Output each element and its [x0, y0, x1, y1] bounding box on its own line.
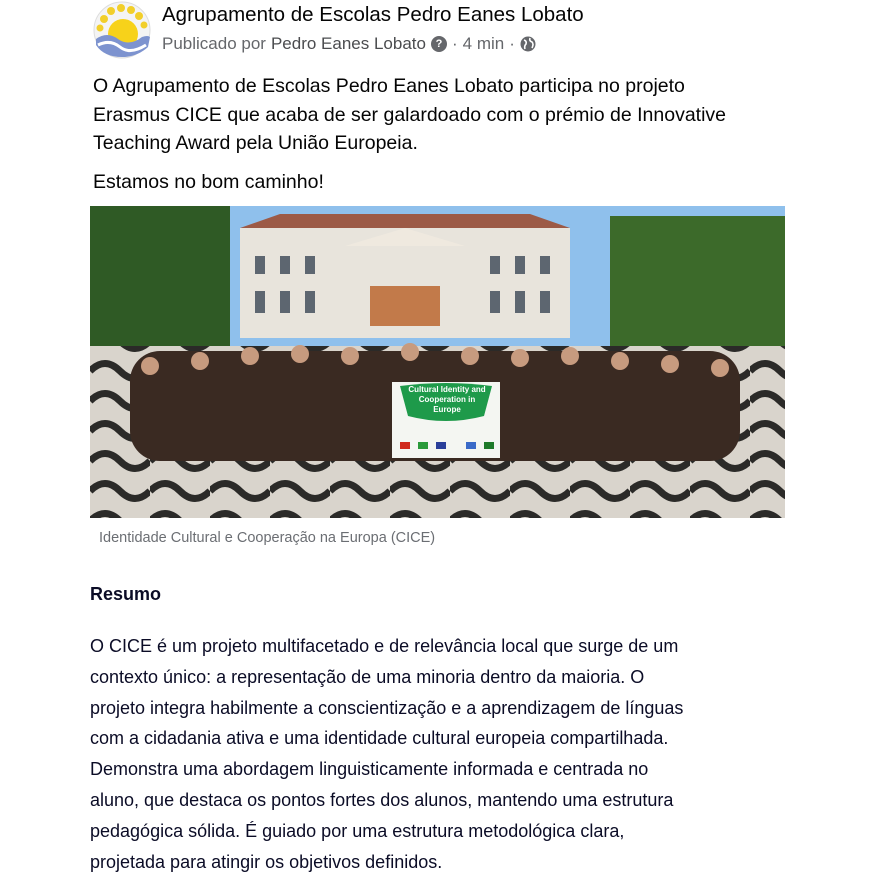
post-line: O Agrupamento de Escolas Pedro Eanes Lobato participa no projeto: [93, 75, 685, 97]
banner-text: Cultural Identity and Cooperation in Europe: [408, 385, 486, 414]
page-avatar[interactable]: [92, 1, 152, 59]
summary-text: [90, 631, 683, 877]
summary-line: projeto integra habilmente a conscientização e a aprendizagem de línguas: [90, 697, 684, 718]
summary-line: com a cidadania ativa e uma identidade cultural europeia compartilhada.: [90, 728, 669, 749]
page-name-link[interactable]: Agrupamento de Escolas Pedro Eanes Lobato: [162, 3, 584, 26]
published-by-label: Publicado por: [162, 34, 266, 53]
summary-line: pedagógica sólida. É guiado por uma estrutura metodológica clara,: [90, 820, 625, 841]
question-circle-icon[interactable]: ?: [431, 36, 447, 52]
summary-line: projetada para atingir os objetivos definidos.: [90, 851, 443, 872]
separator: ·: [509, 34, 515, 53]
post-text: [93, 72, 726, 196]
post-meta: [162, 34, 536, 54]
summary-line: aluno, que destaca os pontos fortes dos alunos, mantendo uma estrutura: [90, 789, 674, 810]
post-time-link[interactable]: 4 min: [462, 34, 505, 53]
group-photo[interactable]: [90, 206, 785, 518]
globe-icon: [520, 36, 536, 52]
summary-line: contexto único: a representação de uma minoria dentro da maioria. O: [90, 666, 645, 687]
author-link[interactable]: Pedro Eanes Lobato: [270, 34, 426, 53]
summary-line: O CICE é um projeto multifacetado e de relevância local que surge de um: [90, 636, 679, 656]
post-line: Estamos no bom caminho!: [93, 170, 324, 193]
summary-heading: Resumo: [90, 584, 162, 604]
separator: ·: [451, 34, 458, 53]
post-line: Teaching Award pela União Europeia.: [93, 132, 418, 154]
summary-line: Demonstra uma abordagem linguisticamente informada e centrada no: [90, 759, 649, 780]
photo-caption: Identidade Cultural e Cooperação na Europa (CICE): [99, 530, 436, 546]
post-line: Erasmus CICE que acaba de ser galardoado com o prémio de Innovative: [93, 103, 727, 126]
